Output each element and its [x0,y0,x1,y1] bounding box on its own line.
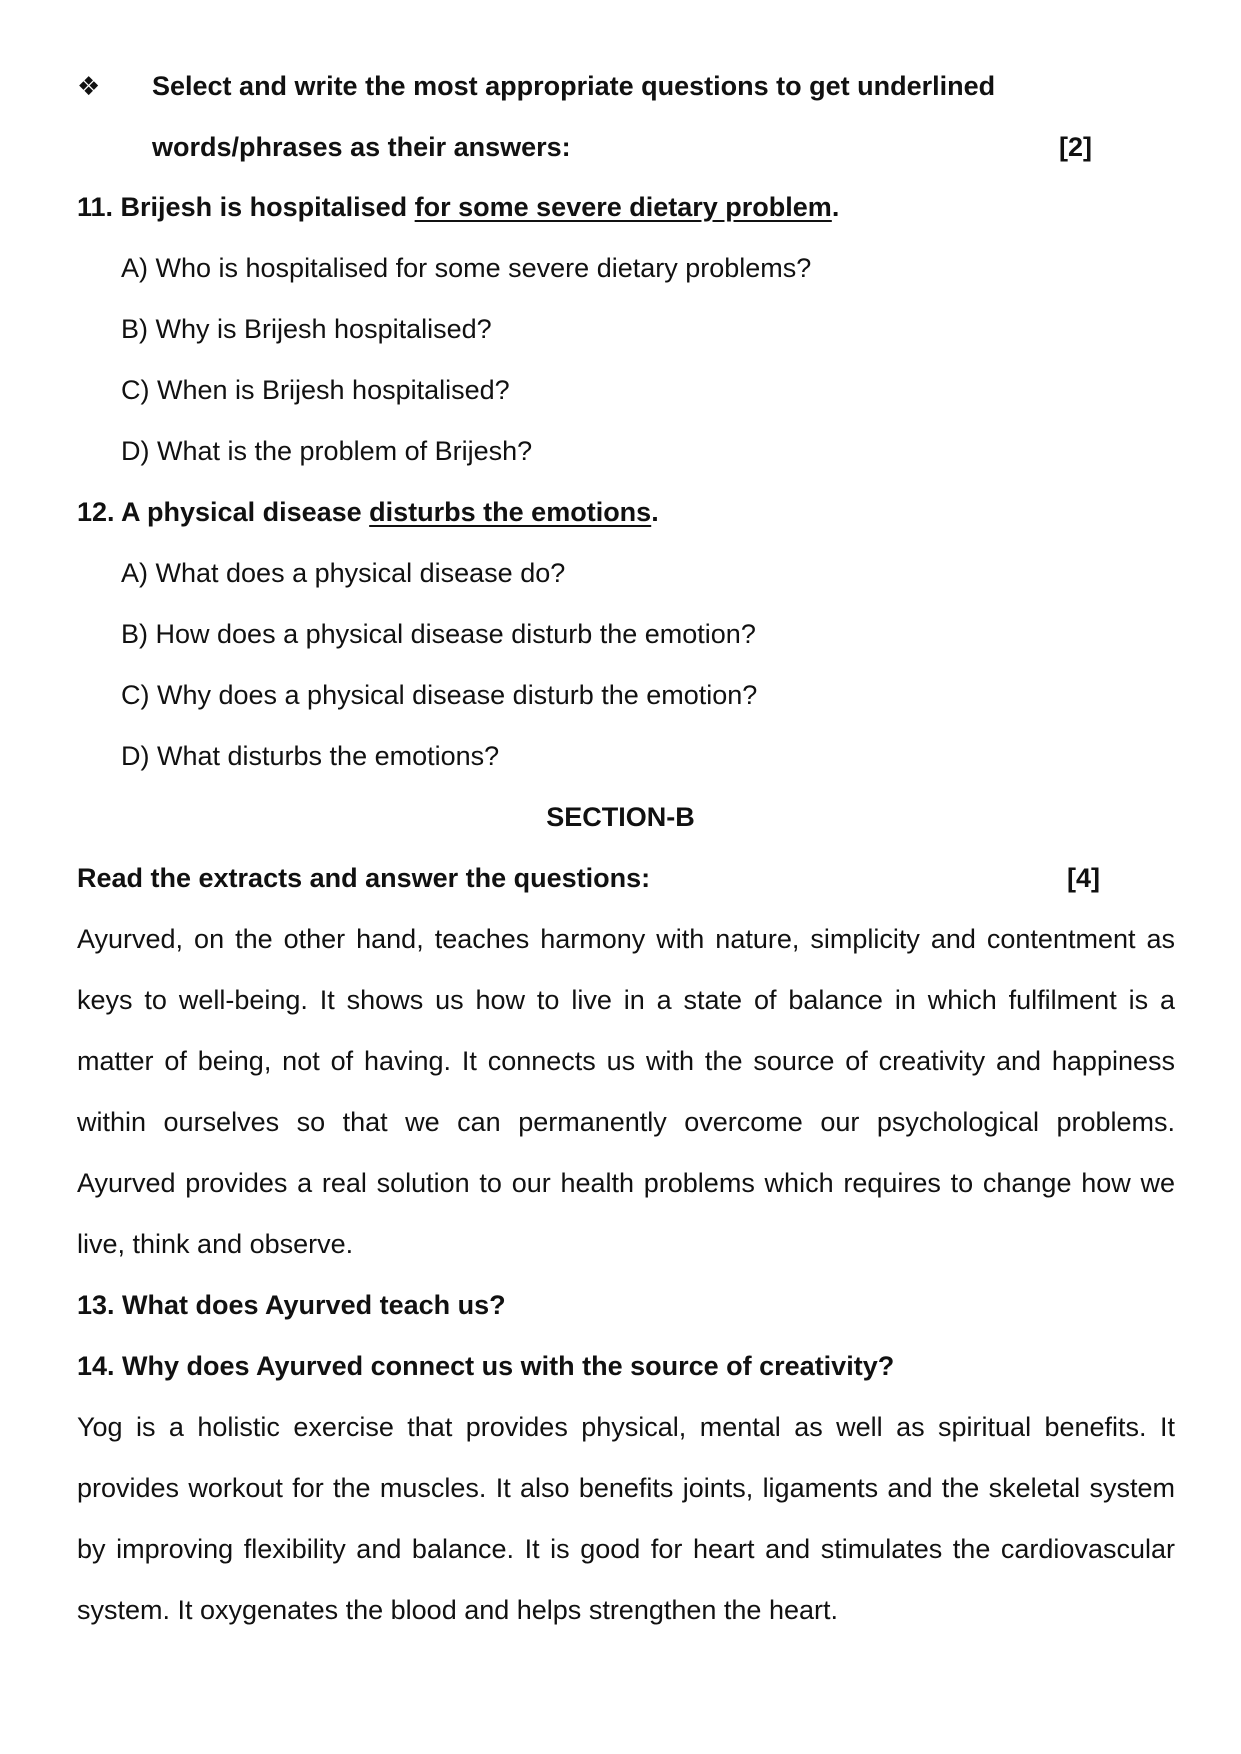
extract-ayurved: Ayurved, on the other hand, teaches harmony with nature, simplicity and contentment as keys to well-being. It shows us how to live in a state of balance in which fulfilment is a matter of being, not of having. It connects us with the source of creativity and happiness within ourselves so that we can permanently overcome our psychological problems. Ayurved provides a real solution to our health problems which requires to change how we live, think and observe. [77,924,1175,1259]
section-b-instruction [77,858,1175,898]
extract-yog: Yog is a holistic exercise that provides physical, mental as well as spiritual benefits. It provides workout for the muscles. It also benefits joints, ligaments and the skeletal system by improving flexibility and balance. It is good for heart and stimulates the cardiovascular system. It oxygenates the blood and helps strengthen the heart. [77,1412,1175,1625]
q12-option-d: D) What disturbs the emotions? [121,741,500,771]
question-11 [77,187,1175,227]
q11-option-c: C) When is Brijesh hospitalised? [121,375,510,405]
question-11-underlined: for some severe dietary problem [414,192,832,222]
question-13: 13. What does Ayurved teach us? [77,1290,506,1320]
question-11-suffix: . [831,192,840,222]
instruction-text: words/phrases as their answers: [152,132,571,162]
section-b-title: SECTION-B [546,802,695,832]
question-12-suffix: . [651,497,659,527]
question-14: 14. Why does Ayurved connect us with the source of creativity? [77,1351,895,1381]
instruction-line-2 [152,127,1090,167]
q12-option-c: C) Why does a physical disease disturb the emotion? [121,680,758,710]
question-11-prefix: 11. Brijesh is hospitalised [77,192,415,222]
question-12-underlined: disturbs the emotions [369,497,652,527]
four-diamond-bullet-icon: ❖ [77,71,101,101]
section-b-instruction-text: Read the extracts and answer the questions: [77,863,651,893]
marks-label: [2] [1059,132,1092,162]
q11-option-b: B) Why is Brijesh hospitalised? [121,314,492,344]
section-b-marks: [4] [1067,863,1100,893]
q12-option-a: A) What does a physical disease do? [121,558,566,588]
q12-option-b: B) How does a physical disease disturb the emotion? [121,619,756,649]
instruction-line-1: Select and write the most appropriate questions to get underlined [152,71,996,101]
question-12 [77,492,1175,532]
question-12-prefix: 12. A physical disease [77,497,370,527]
q11-option-d: D) What is the problem of Brijesh? [121,436,533,466]
q11-option-a: A) Who is hospitalised for some severe dietary problems? [121,253,812,283]
